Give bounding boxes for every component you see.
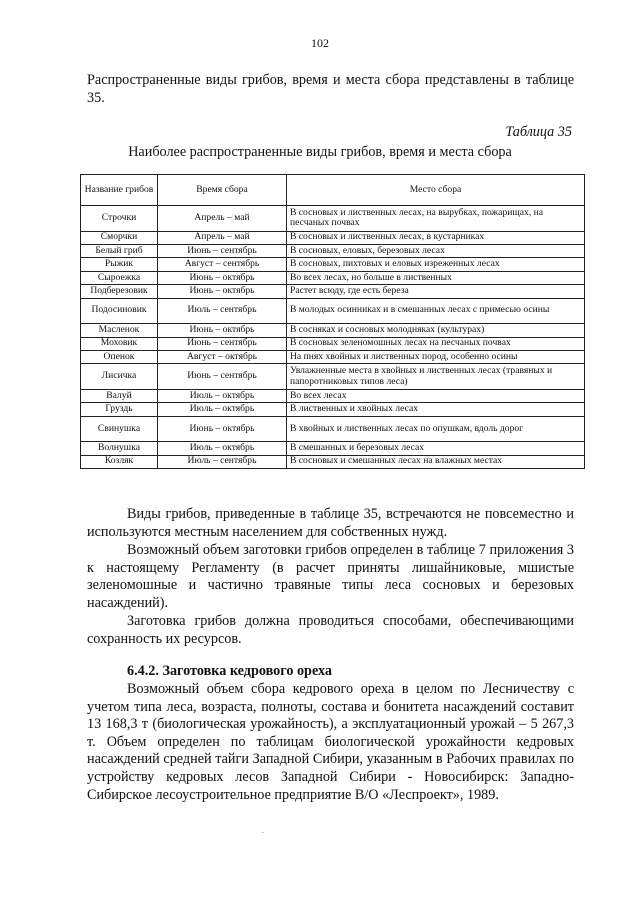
collection-time: Июль – октябрь	[158, 442, 287, 455]
mushroom-name: Моховик	[81, 337, 158, 350]
collection-time: Июнь – сентябрь	[158, 364, 287, 390]
collection-place: Во всех лесах, но больше в лиственных	[287, 271, 585, 284]
mushroom-name: Лисичка	[81, 364, 158, 390]
mushroom-name: Опенок	[81, 350, 158, 363]
collection-place: В сосновых, еловых, березовых лесах	[287, 244, 585, 257]
mushroom-table	[80, 174, 585, 469]
mushroom-name: Валуй	[81, 389, 158, 402]
header-time: Время сбора	[158, 175, 287, 206]
collection-time: Август – октябрь	[158, 350, 287, 363]
collection-time: Июль – сентябрь	[158, 298, 287, 324]
section-paragraph: Возможный объем сбора кедрового ореха в целом по Лесничеству с учетом типа леса, возраста, полноты, состава и бонитета насаждений составит 13 168,3 т (биологическая урожайность), а эксплуатационный урожай – 5 267,3 т. Объем определен по таблицам биологической урожайности кедровых насаждений средней тайги Западной Сибири, указанным в Рабочих правилах по устройству кедровых лесов Западной Сибири - Новосибирск: Западно-Сибирское лесоустроительное предприятие В/О «Леспроект», 1989.	[87, 681, 574, 803]
collection-time: Июль – октябрь	[158, 389, 287, 402]
collection-time: Июнь – октябрь	[158, 324, 287, 337]
collection-time: Июнь – сентябрь	[158, 244, 287, 257]
table-row	[81, 416, 585, 442]
table-row	[81, 298, 585, 324]
mushroom-name: Козляк	[81, 455, 158, 468]
table-header-row	[81, 175, 585, 206]
table-row	[81, 442, 585, 455]
collection-time: Июнь – октябрь	[158, 285, 287, 298]
collection-place: В молодых осинниках и в смешанных лесах с примесью осины	[287, 298, 585, 324]
collection-place: На пнях хвойных и лиственных пород, особенно осины	[287, 350, 585, 363]
table-row	[81, 258, 585, 271]
scan-dot: .	[262, 826, 264, 835]
table-row	[81, 350, 585, 363]
paragraph-harvest: Заготовка грибов должна проводиться способами, обеспечивающими сохранность их ресурсов.	[87, 613, 574, 647]
mushroom-name: Масленок	[81, 324, 158, 337]
collection-place: В сосновых, пихтовых и еловых изреженных лесах	[287, 258, 585, 271]
collection-time: Июнь – октябрь	[158, 416, 287, 442]
header-place: Место сбора	[287, 175, 585, 206]
paragraph-volume: Возможный объем заготовки грибов определен в таблице 7 приложения 3 к настоящему Регламенту (в расчет приняты лишайниковые, мшистые зеленомошные и частично травяные типы леса сосновых и березовых насаждений).	[87, 542, 574, 611]
collection-place: В сосновых зеленомошных лесах на песчаных почвах	[287, 337, 585, 350]
table-row	[81, 403, 585, 416]
mushroom-name: Рыжик	[81, 258, 158, 271]
page-number: 102	[311, 36, 329, 50]
table-title: Наиболее распространенные виды грибов, время и места сбора	[128, 144, 512, 160]
table-row	[81, 337, 585, 350]
collection-place: В смешанных и березовых лесах	[287, 442, 585, 455]
table-row	[81, 389, 585, 402]
collection-time: Июнь – сентябрь	[158, 337, 287, 350]
collection-place: В сосняках и сосновых молодняках (культурах)	[287, 324, 585, 337]
collection-place: В сосновых и лиственных лесах, на вырубках, пожарищах, на песчаных почвах	[287, 206, 585, 232]
table-caption: Таблица 35	[505, 124, 572, 140]
table-row	[81, 206, 585, 232]
collection-time: Июнь – октябрь	[158, 271, 287, 284]
mushroom-name: Свинушка	[81, 416, 158, 442]
mushroom-name: Строчки	[81, 206, 158, 232]
header-name: Название грибов	[81, 175, 158, 206]
collection-place: В лиственных и хвойных лесах	[287, 403, 585, 416]
collection-place: В сосновых и смешанных лесах на влажных местах	[287, 455, 585, 468]
collection-time: Апрель – май	[158, 231, 287, 244]
collection-place: Растет всюду, где есть береза	[287, 285, 585, 298]
collection-time: Август – сентябрь	[158, 258, 287, 271]
table-row	[81, 364, 585, 390]
table-row	[81, 324, 585, 337]
table-row	[81, 271, 585, 284]
mushroom-name: Волнушка	[81, 442, 158, 455]
collection-place: В хвойных и лиственных лесах по опушкам, вдоль дорог	[287, 416, 585, 442]
table-row	[81, 231, 585, 244]
table-row	[81, 455, 585, 468]
mushroom-name: Груздь	[81, 403, 158, 416]
table-row	[81, 285, 585, 298]
collection-place: В сосновых и лиственных лесах, в кустарниках	[287, 231, 585, 244]
collection-time: Апрель – май	[158, 206, 287, 232]
collection-place: Во всех лесах	[287, 389, 585, 402]
mushroom-name: Подберезовик	[81, 285, 158, 298]
mushroom-name: Сморчки	[81, 231, 158, 244]
mushroom-name: Белый гриб	[81, 244, 158, 257]
paragraph-species: Виды грибов, приведенные в таблице 35, встречаются не повсеместно и используются местным населением для собственных нужд.	[87, 506, 574, 540]
collection-time: Июль – октябрь	[158, 403, 287, 416]
mushroom-name: Подосиновик	[81, 298, 158, 324]
section-heading: 6.4.2. Заготовка кедрового ореха	[127, 663, 332, 679]
mushroom-name: Сыроежка	[81, 271, 158, 284]
table-row	[81, 244, 585, 257]
collection-place: Увлажненные места в хвойных и лиственных лесах (травяных и папоротниковых типов леса)	[287, 364, 585, 390]
intro-paragraph: Распространенные виды грибов, время и места сбора представлены в таблице 35.	[87, 72, 574, 106]
collection-time: Июль – сентябрь	[158, 455, 287, 468]
